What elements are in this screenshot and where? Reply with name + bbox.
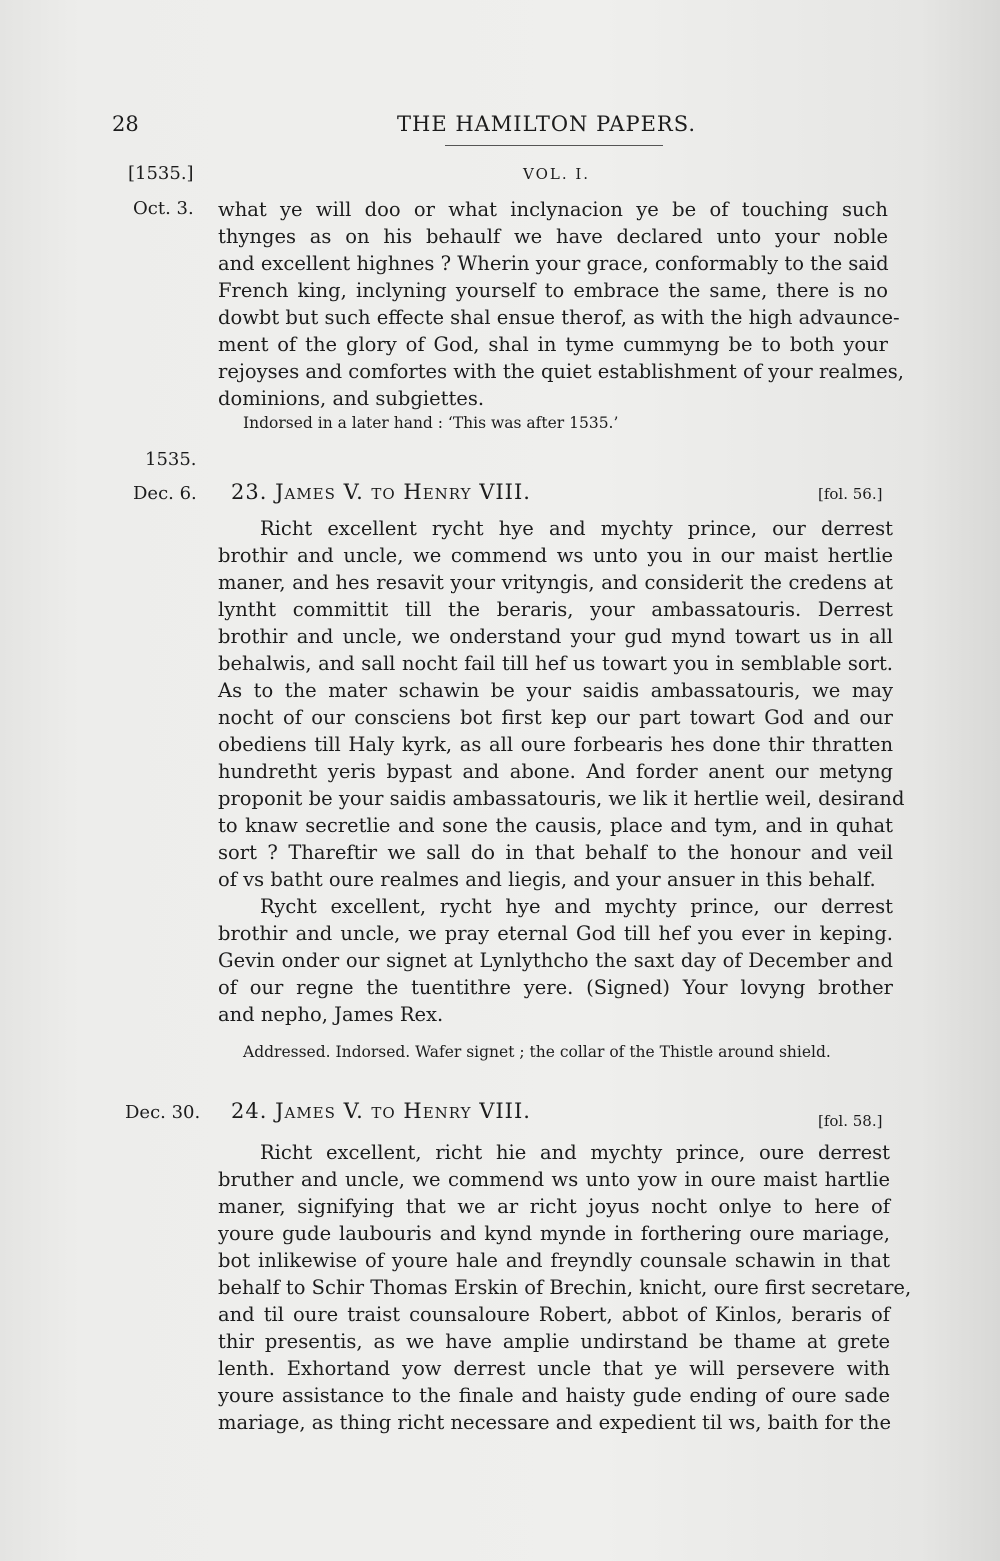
letter-24-text <box>218 1139 912 1436</box>
text-line: maner, signifying that we ar richt joyus nocht onlye to here of <box>218 1195 890 1218</box>
text-line: brothir and uncle, we onderstand your gud mynd towart us in all <box>218 625 893 648</box>
text-line: As to the mater schawin be your saidis ambassatouris, we may <box>218 679 893 702</box>
text-line: hundretht yeris bypast and abone. And forder anent our metyng <box>218 760 893 783</box>
running-title: THE HAMILTON PAPERS. <box>397 112 697 136</box>
text-line: and excellent highnes ? Wherin your grace, conformably to the said <box>218 252 889 275</box>
margin-date-oct-3: Oct. 3. <box>133 198 194 219</box>
text-line: of vs batht oure realmes and liegis, and your ansuer in this behalf. <box>218 868 876 891</box>
text-line: thir presentis, as we have amplie undirstand be thame at grete <box>218 1330 890 1353</box>
text-line: bruther and uncle, we commend ws unto yow in oure maist hartlie <box>218 1168 890 1191</box>
header-rule <box>445 145 663 146</box>
margin-year-bracketed: [1535.] <box>128 163 194 184</box>
margin-date-dec-6: Dec. 6. <box>133 483 197 504</box>
text-line: and nepho, James Rex. <box>218 1003 444 1026</box>
text-line: maner, and hes resavit your vrityngis, and considerit the credens at <box>218 571 893 594</box>
text-line: Rycht excellent, rycht hye and mychty prince, our derrest <box>260 895 893 918</box>
text-line: to knaw secretlie and sone the causis, place and tym, and in quhat <box>218 814 893 837</box>
text-line: and til oure traist counsaloure Robert, abbot of Kinlos, beraris of <box>218 1303 890 1326</box>
letter-24-title: 24. James V. to Henry VIII. <box>231 1099 531 1123</box>
text-line: lenth. Exhortand yow derrest uncle that ye will persevere with <box>218 1357 890 1380</box>
text-line: dominions, and subgiettes. <box>218 387 485 410</box>
text-line: rejoyses and comfortes with the quiet establishment of your realmes, <box>218 360 904 383</box>
margin-year-1535: 1535. <box>145 449 197 470</box>
text-line: of our regne the tuentithre yere. (Signed) Your lovyng brother <box>218 976 893 999</box>
text-line: lyntht committit till the beraris, your ambassatouris. Derrest <box>218 598 893 621</box>
text-line: youre assistance to the finale and haisty gude ending of oure sade <box>218 1384 890 1407</box>
letter-23-text <box>218 515 905 1028</box>
text-line: brothir and uncle, we commend ws unto you in our maist hertlie <box>218 544 893 567</box>
letter-23-title: 23. James V. to Henry VIII. <box>231 480 531 504</box>
text-line: obediens till Haly kyrk, as all oure forbearis hes done thir thratten <box>218 733 893 756</box>
volume-label: VOL. I. <box>523 165 591 183</box>
text-line: mariage, as thing richt necessare and expedient til ws, baith for the <box>218 1411 891 1434</box>
text-line: ment of the glory of God, shal in tyme cummyng be to both your <box>218 333 888 356</box>
section-1-endorsement: Indorsed in a later hand : ‘This was after 1535.’ <box>243 414 619 432</box>
text-line: dowbt but such effecte shal ensue therof, as with the high advaunce- <box>218 306 900 329</box>
text-line: behalwis, and sall nocht fail till hef us towart you in semblable sort. <box>218 652 893 675</box>
text-line: bot inlikewise of youre hale and freyndly counsale schawin in that <box>218 1249 890 1272</box>
page-number: 28 <box>112 112 139 136</box>
text-line: thynges as on his behaulf we have declared unto your noble <box>218 225 888 248</box>
text-line: proponit be your saidis ambassatouris, we lik it hertlie weil, desirand <box>218 787 905 810</box>
text-line: Gevin onder our signet at Lynlythcho the saxt day of December and <box>218 949 893 972</box>
text-line: what ye will doo or what inclynacion ye be of touching such <box>218 198 888 221</box>
letter-24-folio: [fol. 58.] <box>818 1112 883 1130</box>
text-line: Richt excellent, richt hie and mychty prince, oure derrest <box>260 1141 890 1164</box>
letter-23-endorsement: Addressed. Indorsed. Wafer signet ; the collar of the Thistle around shield. <box>243 1043 831 1061</box>
margin-date-dec-30: Dec. 30. <box>125 1102 201 1123</box>
text-line: youre gude laubouris and kynd mynde in forthering oure mariage, <box>218 1222 890 1245</box>
text-line: French king, inclyning yourself to embrace the same, there is no <box>218 279 888 302</box>
text-line: Richt excellent rycht hye and mychty prince, our derrest <box>260 517 893 540</box>
text-line: behalf to Schir Thomas Erskin of Brechin, knicht, oure first secretare, <box>218 1276 912 1299</box>
text-line: sort ? Thareftir we sall do in that behalf to the honour and veil <box>218 841 893 864</box>
letter-23-folio: [fol. 56.] <box>818 485 883 503</box>
text-line: nocht of our consciens bot first kep our part towart God and our <box>218 706 893 729</box>
section-1-text <box>218 196 904 412</box>
page-header <box>112 112 892 142</box>
text-line: brothir and uncle, we pray eternal God till hef you ever in keping. <box>218 922 893 945</box>
